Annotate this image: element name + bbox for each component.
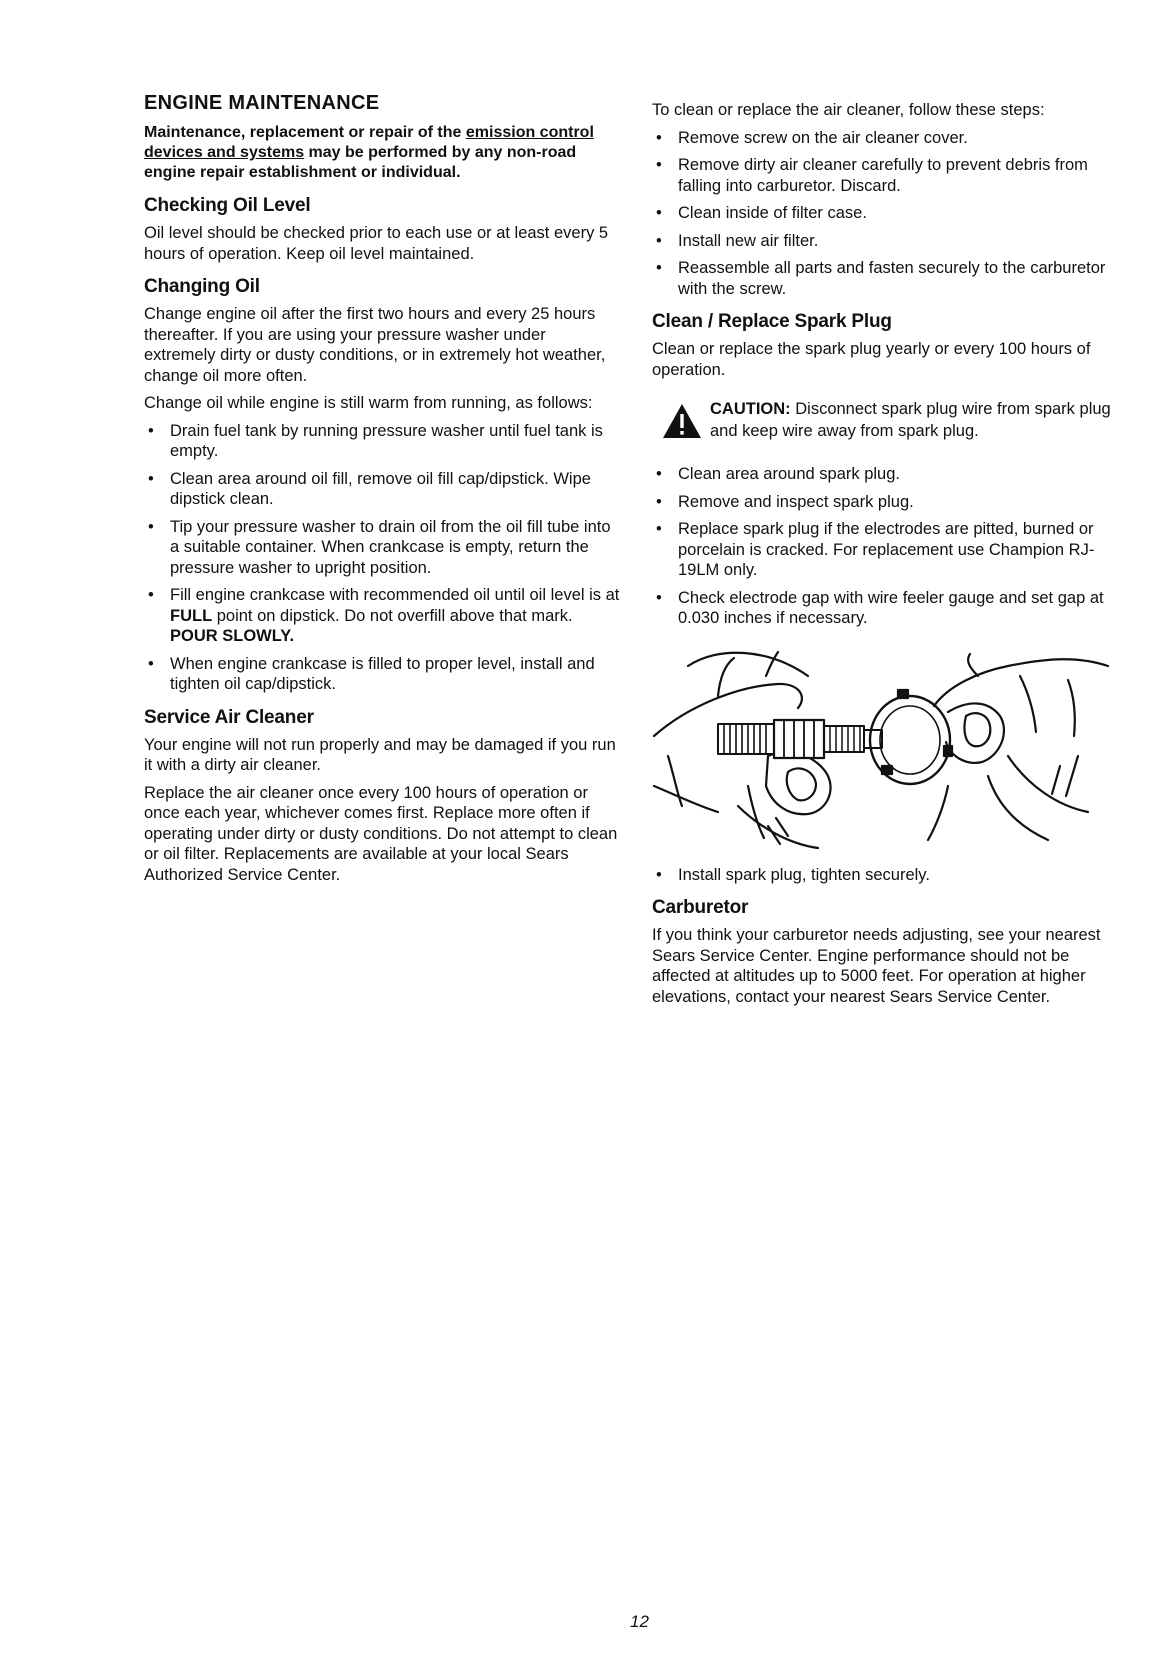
air-cleaner-intro: To clean or replace the air cleaner, follow these steps: [652, 101, 1045, 119]
emission-link-text: emission control devices and systems [144, 124, 594, 161]
air-cleaner-paragraph: Your engine will not run properly and may be damaged if you run it with a dirty air cleaner. [144, 735, 616, 774]
list-item: • Remove screw on the air cleaner cover. [652, 128, 1132, 149]
spark-plug-steps [652, 464, 1132, 629]
install-steps [652, 865, 1132, 886]
checking-oil-text: Oil level should be checked prior to each use or at least every 5 hours of operation. Keep oil level maintained. [144, 224, 609, 263]
changing-oil-paragraph: Change oil while engine is still warm from running, as follows: [144, 394, 593, 412]
caution-text: CAUTION: Disconnect spark plug wire from spark plug and keep wire away from spark plug. [710, 400, 1111, 440]
list-item: • Remove dirty air cleaner carefully to prevent debris from falling into carburetor. Discard. [652, 155, 1132, 196]
list-item: • Reassemble all parts and fasten securely to the carburetor with the screw. [652, 258, 1132, 299]
list-item: • When engine crankcase is filled to proper level, install and tighten oil cap/dipstick. [144, 654, 620, 695]
list-item: • Remove and inspect spark plug. [652, 492, 1132, 513]
list-item: • Clean area around spark plug. [652, 464, 1132, 485]
list-item: • Install spark plug, tighten securely. [652, 865, 1132, 886]
spark-plug-gap-illustration [648, 636, 1132, 855]
carburetor-heading: Carburetor [652, 897, 749, 918]
changing-oil-steps [144, 421, 620, 695]
changing-oil-heading: Changing Oil [144, 276, 260, 297]
section-title: ENGINE MAINTENANCE [144, 92, 380, 114]
list-item: • Install new air filter. [652, 231, 1132, 252]
air-cleaner-paragraph: Replace the air cleaner once every 100 hours of operation or once each year, whichever comes first. Replace more often if operating under dirty or dusty conditions. Do not attempt to clean or oil filter. Replacements are available at your local Sears Authorized Service Center. [144, 783, 618, 884]
list-item: • Clean area around oil fill, remove oil fill cap/dipstick. Wipe dipstick clean. [144, 469, 620, 510]
list-item: • Check electrode gap with wire feeler gauge and set gap at 0.030 inches if necessary. [652, 588, 1132, 629]
service-air-cleaner-heading: Service Air Cleaner [144, 706, 314, 728]
right-column [652, 92, 1132, 1014]
emission-notice: Maintenance, replacement or repair of the emission control devices and systems may be performed by any non-road engine repair establishment or individual. [144, 124, 594, 181]
page-number: 12 [630, 1612, 649, 1631]
spark-plug-heading: Clean / Replace Spark Plug [652, 311, 892, 332]
changing-oil-paragraph: Change engine oil after the first two hours and every 25 hours thereafter. If you are using your pressure washer under extremely dirty or dusty conditions, or in extremely hot weather, change oil more often. [144, 305, 606, 385]
list-item: • Tip your pressure washer to drain oil from the oil fill tube into a suitable container. When crankcase is empty, return the pressure washer to upright position. [144, 517, 620, 579]
warning-triangle-icon [662, 402, 702, 440]
left-column [144, 92, 620, 892]
air-cleaner-steps [652, 128, 1132, 300]
list-item: • Fill engine crankcase with recommended oil until oil level is at FULL point on dipstick. Do not overfill above that mark. POUR SLOWLY. [144, 585, 620, 647]
checking-oil-heading: Checking Oil Level [144, 195, 311, 216]
hands-spark-plug-icon [648, 636, 1118, 850]
spark-plug-intro: Clean or replace the spark plug yearly or every 100 hours of operation. [652, 340, 1091, 379]
caution-notice [662, 398, 1132, 442]
list-item: • Replace spark plug if the electrodes are pitted, burned or porcelain is cracked. For replacement use Champion RJ-19LM only. [652, 519, 1132, 581]
list-item: • Clean inside of filter case. [652, 203, 1132, 224]
list-item: • Drain fuel tank by running pressure washer until fuel tank is empty. [144, 421, 620, 462]
carburetor-text: If you think your carburetor needs adjusting, see your nearest Sears Service Center. Engine performance should not be affected at altitudes up to 5000 feet. For operation at higher elevations, contact your nearest Sears Service Center. [652, 926, 1101, 1006]
